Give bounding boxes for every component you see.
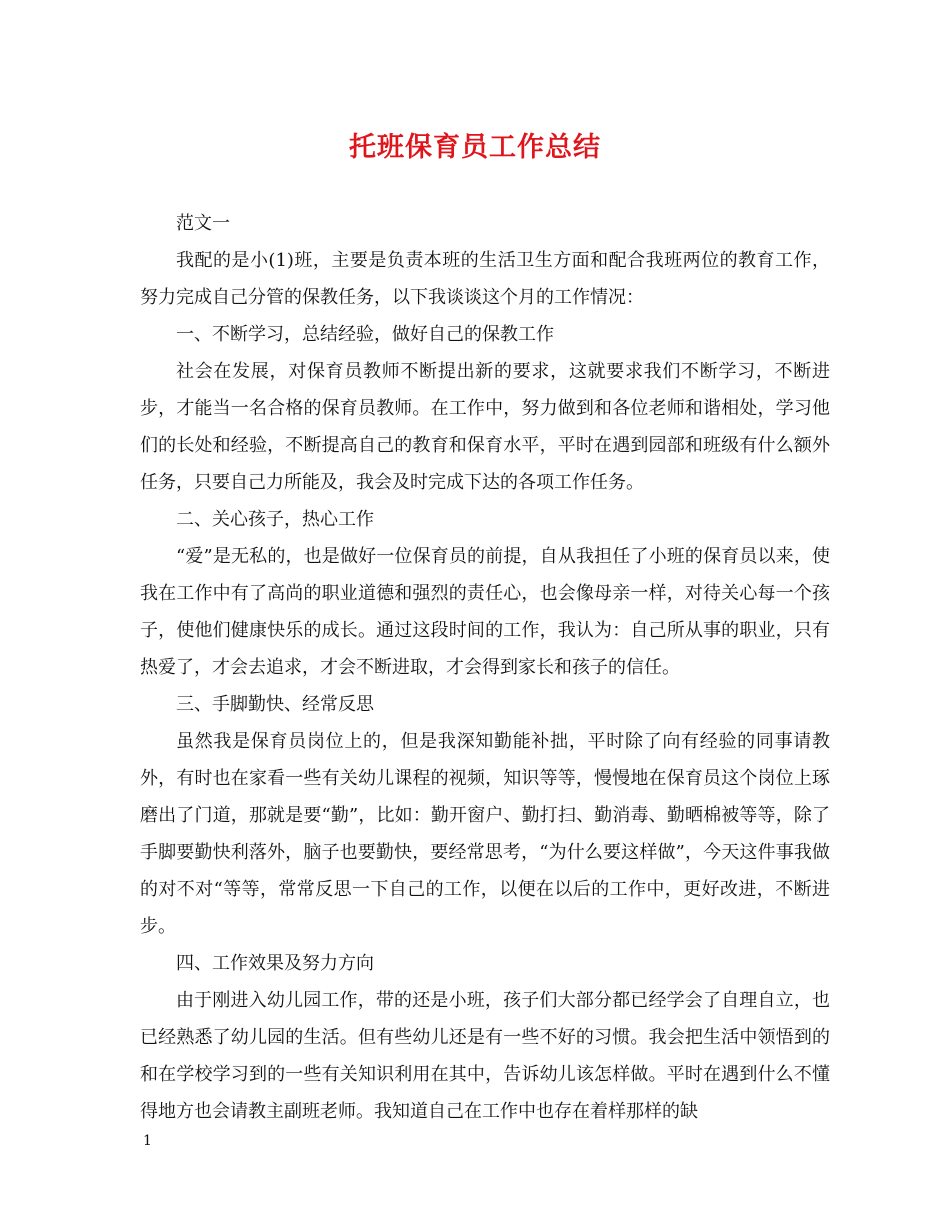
paragraph-sample-label: 范文一 — [176, 213, 230, 234]
paragraph-section-3: 虽然我是保育员岗位上的，但是我深知勤能补拙，平时除了向有经验的同事请教外，有时也在家看一些有关幼儿课程的视频，知识等等，慢慢地在保育员这个岗位上琢磨出了门道，那就是要“勤”，比如：勤开窗户、勤打扫、勤消毒、勤晒棉被等等，除了手脚要勤快利落外，脑子也要勤快，要经常思考，“为什么要这样做”，今天这件事我做的对不对“等等，常常反思一下自己的工作，以便在以后的工作中，更好改进，不断进步。 — [140, 731, 830, 937]
paragraph-intro: 我配的是小(1)班，主要是负责本班的生活卫生方面和配合我班两位的教育工作，努力完成自己分管的保教任务，以下我谈谈这个月的工作情况： — [140, 250, 830, 308]
paragraph-section-1: 社会在发展，对保育员教师不断提出新的要求，这就要求我们不断学习，不断进步，才能当一名合格的保育员教师。在工作中，努力做到和各位老师和谐相处，学习他们的长处和经验，不断提高自己的教育和保育水平，平时在遇到园部和班级有什么额外任务，只要自己力所能及，我会及时完成下达的各项工作任务。 — [140, 361, 830, 493]
section-heading-3: 三、手脚勤快、经常反思 — [176, 694, 374, 715]
document-title: 托班保育员工作总结 — [349, 132, 601, 163]
document-body — [140, 205, 830, 1130]
page-number: 1 — [143, 1133, 152, 1149]
section-heading-4: 四、工作效果及努力方向 — [176, 953, 374, 974]
paragraph-section-4: 由于刚进入幼儿园工作，带的还是小班，孩子们大部分都已经学会了自理自立，也已经熟悉了幼儿园的生活。但有些幼儿还是有一些不好的习惯。我会把生活中领悟到的和在学校学习到的一些有关知识利用在其中，告诉幼儿该怎样做。平时在遇到什么不懂得地方也会请教主副班老师。我知道自己在工作中也存在着样那样的缺 — [140, 990, 830, 1122]
section-heading-2: 二、关心孩子，热心工作 — [176, 509, 374, 530]
paragraph-section-2: “爱”是无私的，也是做好一位保育员的前提，自从我担任了小班的保育员以来，使我在工作中有了高尚的职业道德和强烈的责任心，也会像母亲一样，对待关心每一个孩子，使他们健康快乐的成长。通过这段时间的工作，我认为：自己所从事的职业，只有热爱了，才会去追求，才会不断进取，才会得到家长和孩子的信任。 — [140, 546, 830, 678]
section-heading-1: 一、不断学习，总结经验，做好自己的保教工作 — [176, 324, 554, 345]
